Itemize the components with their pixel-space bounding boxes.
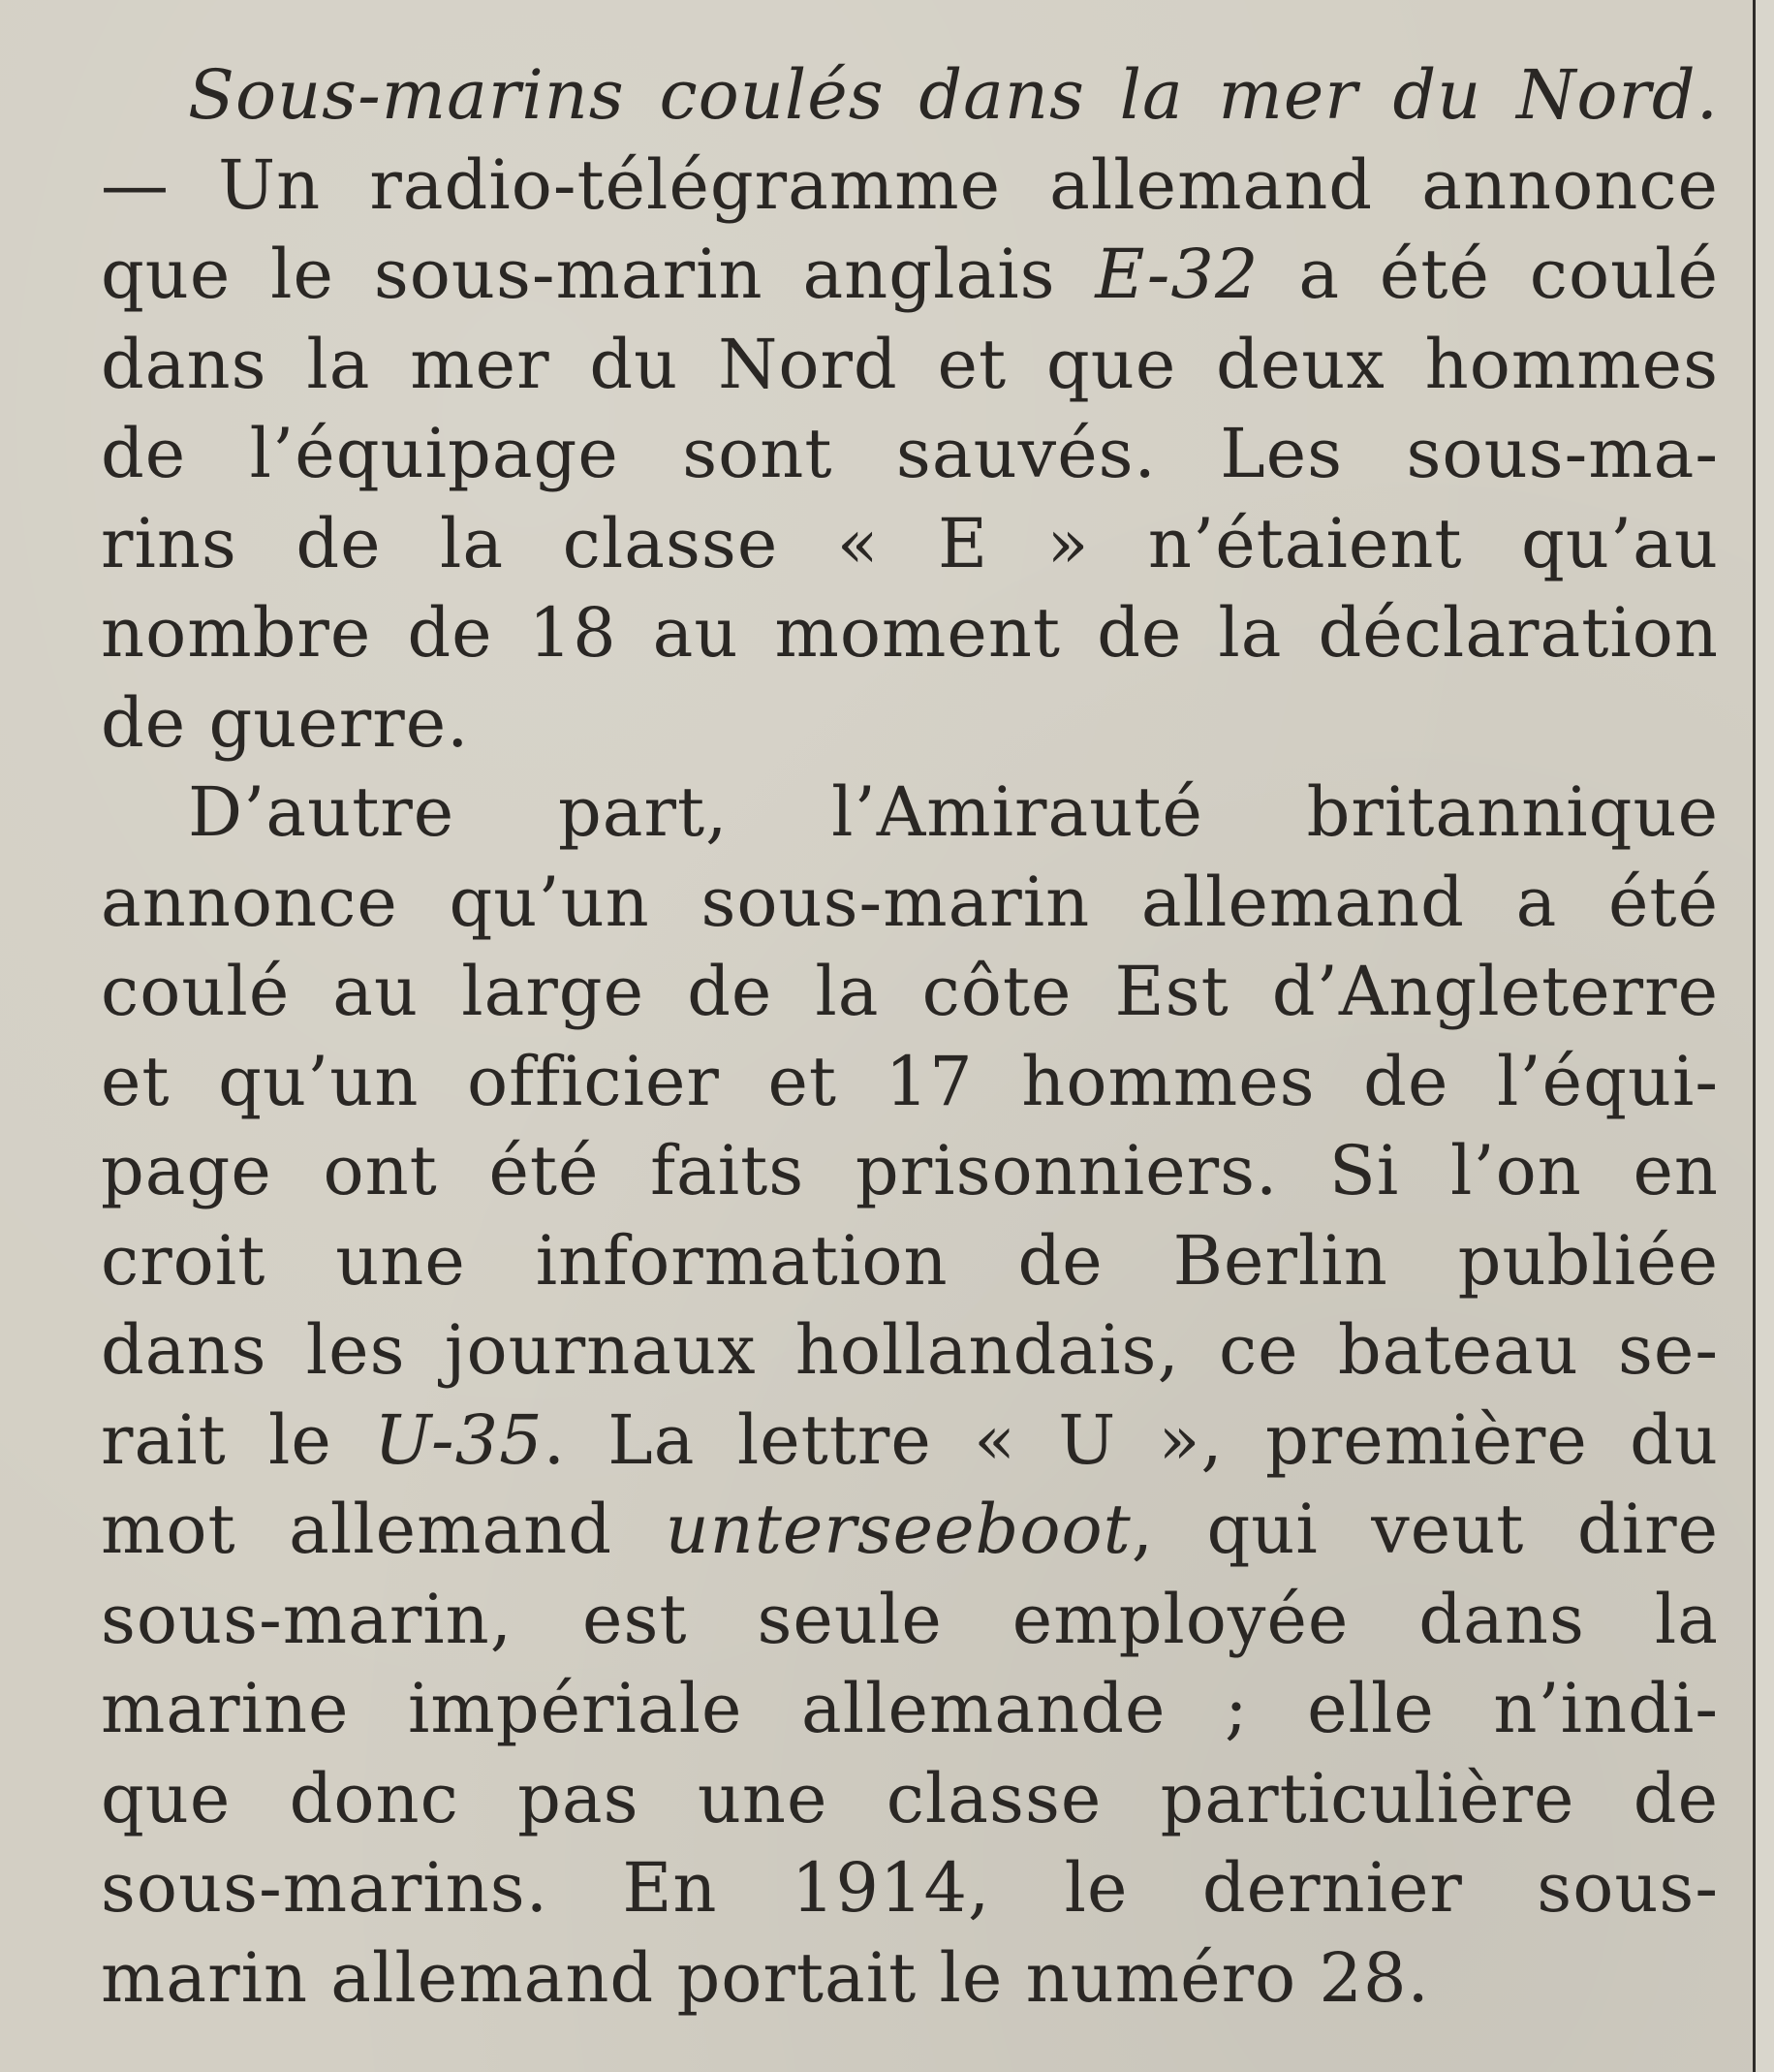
- paragraph-2-line: sous-marin, est seule employée dans la: [101, 1579, 1719, 1659]
- paragraph-2: [101, 768, 1719, 2023]
- paragraph-2-line: D’autre part, l’Amirauté britannique: [188, 772, 1719, 852]
- italic-term: U-35: [374, 1399, 544, 1480]
- paragraph-1: [101, 141, 1719, 769]
- paragraph-1-line: rins de la classe « E » n’étaient qu’au: [101, 503, 1719, 583]
- paragraph-2-line: marine impériale allemande ; elle n’indi-: [101, 1669, 1719, 1748]
- paragraph-2-line: page ont été faits prisonniers. Si l’on en: [101, 1131, 1719, 1210]
- paragraph-1-line: de l’équipage sont sauvés. Les sous-ma-: [101, 414, 1719, 493]
- paragraph-2-line: annonce qu’un sous-marin allemand a été: [101, 862, 1719, 942]
- paragraph-2-line: mot allemand unterseeboot, qui veut dire: [101, 1490, 1719, 1569]
- paragraph-2-line: croit une information de Berlin publiée: [101, 1220, 1719, 1301]
- paragraph-2-line: que donc pas une classe particulière de: [101, 1758, 1719, 1838]
- paragraph-2-line: et qu’un officier et 17 hommes de l’équi-: [101, 1041, 1719, 1121]
- paragraph-1-line: de guerre.: [101, 682, 470, 763]
- paragraph-2-line: rait le U-35. La lettre « U », première du: [101, 1399, 1719, 1480]
- paragraph-1-line: que le sous-marin anglais E-32 a été coulé: [101, 235, 1719, 314]
- paragraph-1-line: nombre de 18 au moment de la déclaration: [101, 593, 1719, 673]
- paragraph-2-line: dans les journaux hollandais, ce bateau se-: [101, 1310, 1719, 1390]
- paragraph-2-line: marin allemand portait le numéro 28.: [101, 1937, 1430, 2018]
- italic-term: unterseeboot: [665, 1490, 1132, 1569]
- paragraph-2-line: sous-marins. En 1914, le dernier sous-: [101, 1848, 1719, 1928]
- article-title: Sous-marins coulés dans la mer du Nord.: [188, 55, 1719, 135]
- page-edge-strip: [1756, 0, 1774, 2072]
- italic-term: E-32: [1095, 235, 1260, 314]
- paragraph-1-line: dans la mer du Nord et que deux hommes: [101, 324, 1719, 404]
- paragraph-2-line: coulé au large de la côte Est d’Angleterre: [101, 952, 1719, 1031]
- article-column: [101, 50, 1719, 2023]
- paragraph-1-line: — Un radio-télégramme allemand annonce: [101, 144, 1719, 225]
